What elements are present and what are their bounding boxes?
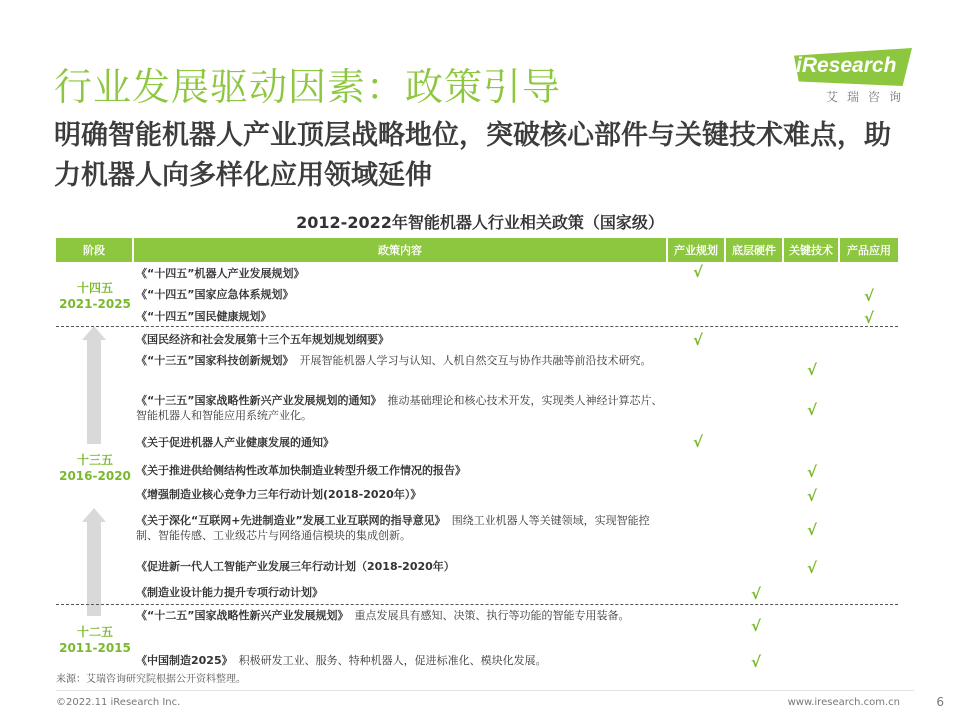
policy-name: 《促进新一代人工智能产业发展三年行动计划（2018-2020年）: [136, 560, 455, 573]
page-subtitle: 明确智能机器人产业顶层战略地位，突破核心部件与关键技术难点，助力机器人向多样化应用领域延伸: [54, 120, 891, 191]
arrow-up-icon: [82, 508, 106, 616]
check-mark-icon: √: [692, 263, 703, 281]
policy-row: [136, 487, 666, 502]
footer-website: www.iresearch.com.cn: [787, 697, 900, 708]
page-number: 6: [936, 695, 944, 709]
header-industry-planning: 产业规划: [668, 238, 724, 262]
era-name: 十四五: [76, 281, 113, 295]
page-title: 行业发展驱动因素：政策引导: [54, 65, 562, 109]
era-years: 2021-2025: [59, 297, 131, 311]
header-key-tech: 关键技术: [784, 238, 838, 262]
policy-row: [136, 435, 666, 450]
policy-row: [136, 353, 666, 368]
iresearch-logo: [790, 48, 920, 108]
policy-row: [136, 585, 666, 600]
check-mark-icon: √: [806, 401, 817, 419]
policy-name: 《“十二五”国家战略性新兴产业发展规划》: [136, 609, 349, 622]
policy-name: 《国民经济和社会发展第十三个五年规划规划纲要》: [136, 333, 389, 346]
policy-row: [136, 513, 666, 543]
policy-name: 《“十四五”国民健康规划》: [136, 310, 272, 323]
table-title: 2012-2022年智能机器人行业相关政策（国家级）: [296, 213, 664, 232]
check-mark-icon: √: [750, 585, 761, 603]
era-14th: [56, 280, 134, 312]
policy-description: 积极研发工业、服务、特种机器人，促进标准化、模块化发展。: [238, 654, 547, 667]
policy-row: [136, 463, 666, 478]
check-mark-icon: √: [692, 331, 703, 349]
policy-name: 《“十四五”国家应急体系规划》: [136, 288, 294, 301]
era-years: 2011-2015: [59, 641, 131, 655]
header-product-app: 产品应用: [840, 238, 898, 262]
check-mark-icon: √: [692, 433, 703, 451]
header-stage: 阶段: [56, 238, 132, 262]
check-mark-icon: √: [806, 463, 817, 481]
era-name: 十二五: [76, 625, 113, 639]
policy-row: [136, 332, 666, 347]
era-name: 十三五: [76, 453, 113, 467]
check-mark-icon: √: [806, 559, 817, 577]
policy-row: [136, 393, 666, 423]
policy-name: 《关于深化“互联网+先进制造业”发展工业互联网的指导意见》: [136, 514, 446, 527]
policy-name: 《“十四五”机器人产业发展规划》: [136, 267, 305, 280]
policy-description: 围绕工业机器人等关键领域，实现智能控制、智能传感、工业级芯片与网络通信模块的集成创新。: [136, 514, 650, 542]
policy-name: 《关于促进机器人产业健康发展的通知》: [136, 436, 334, 449]
logo-chinese-name: 艾瑞咨询: [826, 90, 911, 104]
policy-row: [136, 309, 666, 324]
policy-name: 《制造业设计能力提升专项行动计划》: [136, 586, 323, 599]
check-mark-icon: √: [806, 521, 817, 539]
check-mark-icon: √: [863, 309, 874, 327]
policy-row: [136, 287, 666, 302]
policy-name: 《“十三五”国家战略性新兴产业发展规划的通知》: [136, 394, 382, 407]
footer-copyright: ©2022.11 iResearch Inc.: [56, 697, 181, 708]
header-hardware: 底层硬件: [726, 238, 782, 262]
era-13th: [56, 452, 134, 484]
arrow-up-icon: [82, 326, 106, 444]
policy-description: 重点发展具有感知、决策、执行等功能的智能专用装备。: [354, 609, 630, 622]
policy-name: 《关于推进供给侧结构性改革加快制造业转型升级工作情况的报告》: [136, 464, 466, 477]
check-mark-icon: √: [750, 653, 761, 671]
check-mark-icon: √: [806, 487, 817, 505]
policy-row: [136, 608, 666, 623]
policy-description: 推动基础理论和核心技术开发，实现类人神经计算芯片、智能机器人和智能应用系统产业化。: [136, 394, 663, 422]
source-note: 来源：艾瑞咨询研究院根据公开资料整理。: [56, 674, 246, 685]
policy-description: 开展智能机器人学习与认知、人机自然交互与协作共融等前沿技术研究。: [299, 354, 652, 367]
policy-name: 《增强制造业核心竞争力三年行动计划(2018-2020年）》: [136, 488, 422, 501]
header-content: 政策内容: [134, 238, 666, 262]
era-divider: [56, 604, 898, 605]
logo-wordmark: iResearch: [796, 54, 897, 77]
era-years: 2016-2020: [59, 469, 131, 483]
era-divider: [56, 326, 898, 327]
policy-name: 《中国制造2025》: [136, 654, 233, 667]
check-mark-icon: √: [863, 287, 874, 305]
era-12th: [56, 624, 134, 656]
policy-name: 《“十三五”国家科技创新规划》: [136, 354, 294, 367]
policy-row: [136, 559, 666, 574]
policy-row: [136, 653, 666, 668]
policy-row: [136, 266, 666, 281]
footer-divider: [56, 690, 914, 691]
check-mark-icon: √: [806, 361, 817, 379]
check-mark-icon: √: [750, 617, 761, 635]
